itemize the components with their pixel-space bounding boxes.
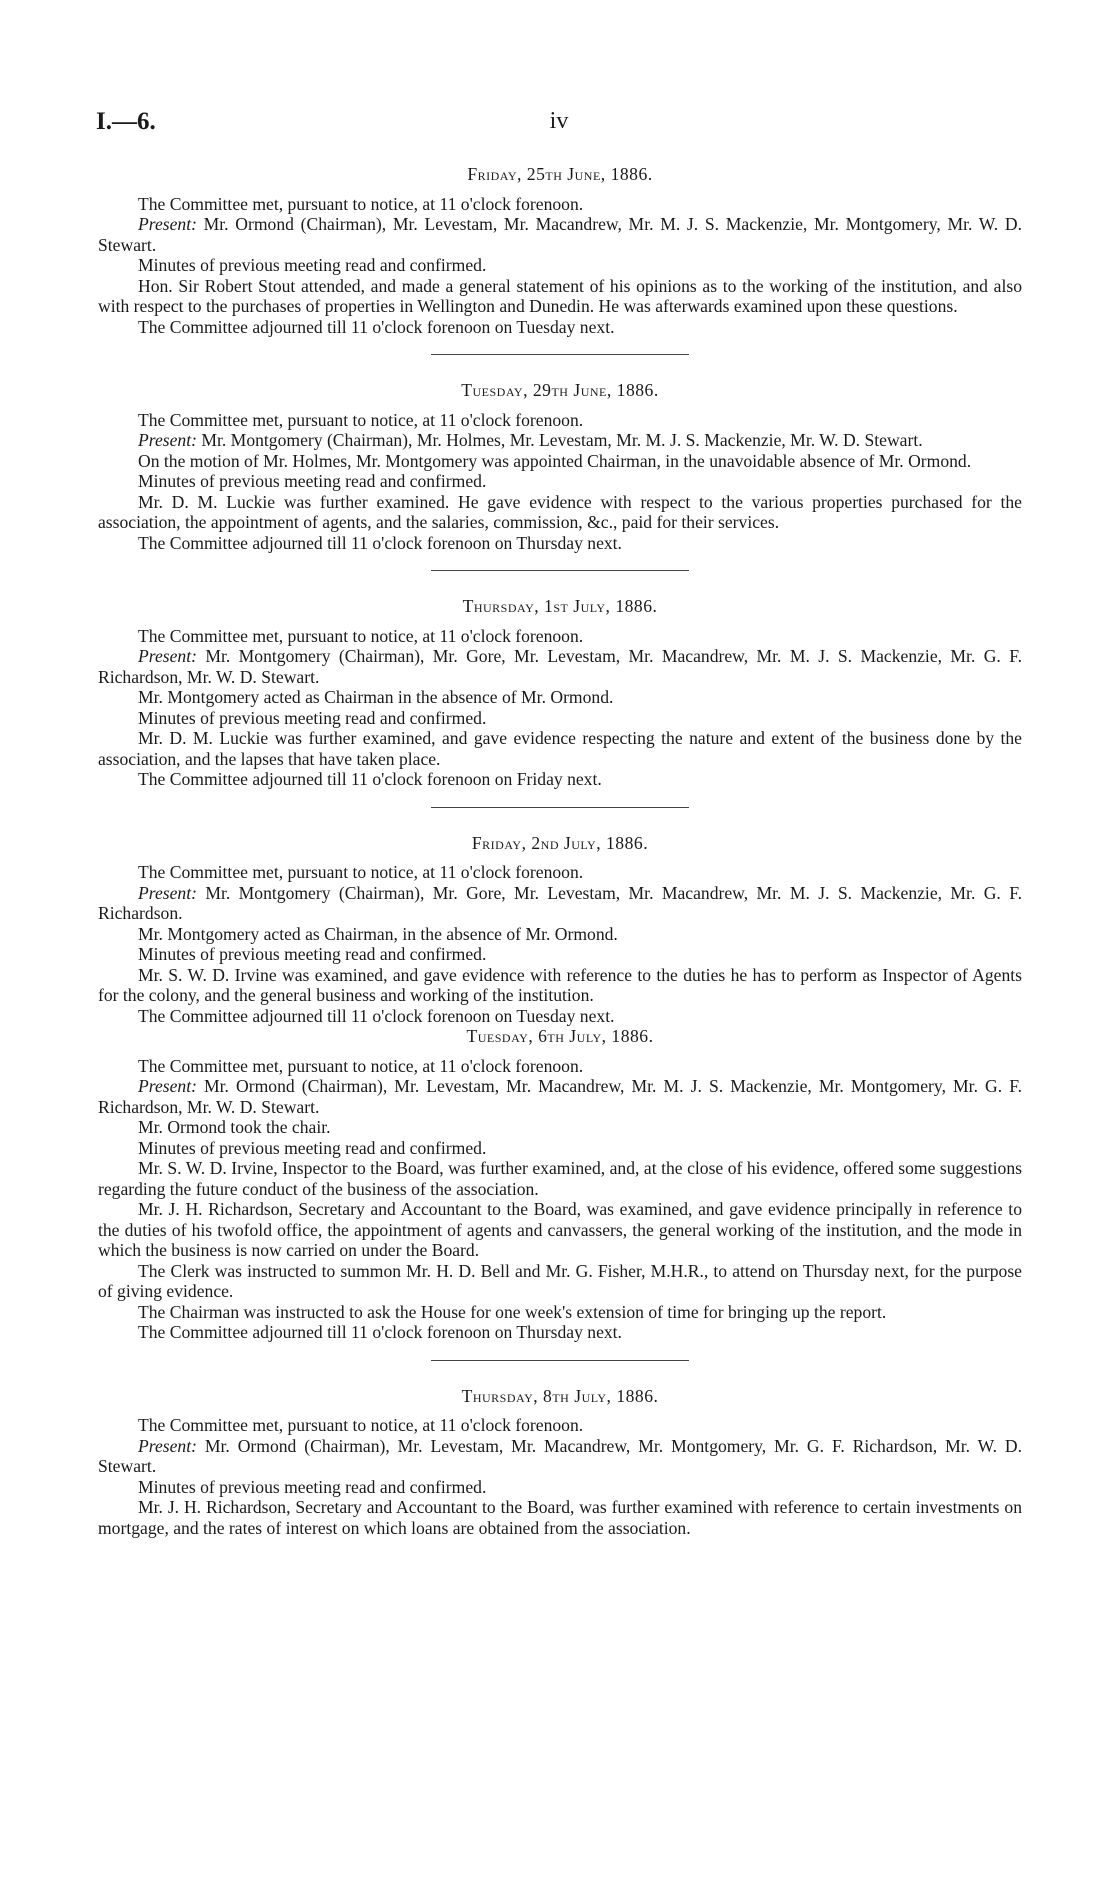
paragraph: The Committee met, pursuant to notice, at 11 o'clock forenoon. bbox=[138, 409, 584, 430]
meeting-date: Friday, 2nd July, 1886. bbox=[471, 832, 649, 853]
present-label: Present: bbox=[138, 882, 197, 903]
paper-number: I.—6. bbox=[96, 108, 156, 135]
paragraph: Mr. Montgomery acted as Chairman, in the absence of Mr. Ormond. bbox=[138, 923, 618, 944]
section-divider bbox=[431, 1360, 689, 1361]
paragraph: The Committee adjourned till 11 o'clock forenoon on Friday next. bbox=[138, 769, 602, 789]
paragraph: Minutes of previous meeting read and confirmed. bbox=[138, 707, 487, 728]
paragraph: Mr. J. H. Richardson, Secretary and Accountant to the Board, was examined, and gave evidence principally in reference to the duties of his twofold office, the appointment of agents and canvassers, the general working of the institution, and the mode in which the business is now carried on under the Board. bbox=[98, 1199, 1022, 1260]
section-divider bbox=[431, 570, 689, 571]
paragraph: The Committee met, pursuant to notice, at 11 o'clock forenoon. bbox=[138, 1415, 584, 1435]
present-paragraph bbox=[98, 1436, 1022, 1477]
paragraph: Mr. J. H. Richardson, Secretary and Accountant to the Board, was further examined with reference to certain investments on mortgage, and the rates of interest on which loans are obtained from the association. bbox=[98, 1497, 1022, 1538]
paragraph: The Committee met, pursuant to notice, at 11 o'clock forenoon. bbox=[138, 193, 584, 214]
present-label: Present: bbox=[138, 1076, 197, 1096]
paragraph: On the motion of Mr. Holmes, Mr. Montgomery was appointed Chairman, in the unavoidable absence of Mr. Ormond. bbox=[138, 450, 972, 471]
paragraph: The Chairman was instructed to ask the House for one week's extension of time for bringing up the report. bbox=[138, 1301, 887, 1322]
meeting-date: Thursday, 1st July, 1886. bbox=[462, 596, 658, 616]
paragraph: Mr. S. W. D. Irvine, Inspector to the Board, was further examined, and, at the close of his evidence, offered some suggestions regarding the future conduct of the business of the association. bbox=[98, 1158, 1022, 1199]
paragraph: Minutes of previous meeting read and confirmed. bbox=[138, 255, 487, 275]
section-divider bbox=[431, 354, 689, 355]
present-label: Present: bbox=[138, 214, 197, 234]
paragraph: Mr. D. M. Luckie was further examined, and gave evidence respecting the nature and extent of the business done by the association, and the lapses that have taken place. bbox=[98, 728, 1022, 769]
paragraph: The Committee met, pursuant to notice, at 11 o'clock forenoon. bbox=[138, 1055, 584, 1076]
paragraph: The Committee adjourned till 11 o'clock forenoon on Tuesday next. bbox=[138, 316, 615, 337]
section-divider bbox=[431, 807, 689, 808]
paragraph: Mr. D. M. Luckie was further examined. He gave evidence with respect to the various properties purchased for the association, the appointment of agents, and the salaries, commission, &c., paid for their services. bbox=[98, 491, 1022, 532]
present-label: Present: bbox=[138, 430, 197, 450]
present-paragraph bbox=[98, 883, 1022, 924]
paragraph: The Clerk was instructed to summon Mr. H. D. Bell and Mr. G. Fisher, M.H.R., to attend on Thursday next, for the purpose of giving evidence. bbox=[98, 1260, 1022, 1301]
paragraph: The Committee met, pursuant to notice, at 11 o'clock forenoon. bbox=[138, 862, 584, 882]
page-header bbox=[96, 108, 1022, 138]
present-label: Present: bbox=[138, 1435, 197, 1456]
paragraph: Minutes of previous meeting read and confirmed. bbox=[138, 944, 487, 964]
meeting-date: Friday, 25th June, 1886. bbox=[467, 164, 653, 184]
paragraph: Hon. Sir Robert Stout attended, and made a general statement of his opinions as to the working of the institution, and also with respect to the purchases of properties in Wellington and Dunedin. He was afterwards examined upon these questions. bbox=[98, 275, 1022, 316]
paragraph: The Committee adjourned till 11 o'clock forenoon on Thursday next. bbox=[138, 1322, 622, 1342]
paragraph: The Committee met, pursuant to notice, at 11 o'clock forenoon. bbox=[138, 625, 584, 646]
meeting-date: Thursday, 8th July, 1886. bbox=[461, 1385, 659, 1406]
present-members: Mr. Montgomery (Chairman), Mr. Holmes, Mr. Levestam, Mr. M. J. S. Mackenzie, Mr. W. D. Stewart. bbox=[196, 430, 923, 450]
present-members: Mr. Montgomery (Chairman), Mr. Gore, Mr. Levestam, Mr. Macandrew, Mr. M. J. S. Mackenzie, Mr. G. F. Richardson, Mr. W. D. Stewart. bbox=[98, 646, 1022, 687]
present-members: Mr. Montgomery (Chairman), Mr. Gore, Mr. Levestam, Mr. Macandrew, Mr. M. J. S. Mackenzie, Mr. G. F. Richardson. bbox=[98, 882, 1022, 923]
minutes-body bbox=[98, 164, 1022, 1538]
present-members: Mr. Ormond (Chairman), Mr. Levestam, Mr. Macandrew, Mr. M. J. S. Mackenzie, Mr. Montgomery, Mr. W. D. Stewart. bbox=[98, 214, 1022, 255]
present-label: Present: bbox=[138, 646, 197, 666]
present-members: Mr. Ormond (Chairman), Mr. Levestam, Mr. Macandrew, Mr. Montgomery, Mr. G. F. Richardson, Mr. W. D. Stewart. bbox=[98, 1435, 1022, 1476]
paragraph: Minutes of previous meeting read and confirmed. bbox=[138, 1137, 487, 1158]
present-paragraph bbox=[98, 214, 1022, 255]
paragraph: The Committee adjourned till 11 o'clock forenoon on Thursday next. bbox=[138, 532, 622, 553]
paragraph: The Committee adjourned till 11 o'clock forenoon on Tuesday next. bbox=[138, 1005, 615, 1026]
paragraph: Mr. Ormond took the chair. bbox=[138, 1117, 331, 1137]
present-members: Mr. Ormond (Chairman), Mr. Levestam, Mr. Macandrew, Mr. M. J. S. Mackenzie, Mr. Montgomery, Mr. G. F. Richardson, Mr. W. D. Stewart. bbox=[98, 1076, 1022, 1117]
paragraph: Minutes of previous meeting read and confirmed. bbox=[138, 471, 487, 491]
paragraph: Mr. Montgomery acted as Chairman in the absence of Mr. Ormond. bbox=[138, 687, 614, 707]
present-paragraph bbox=[98, 1076, 1022, 1117]
page-number: iv bbox=[549, 108, 569, 134]
present-paragraph bbox=[98, 646, 1022, 687]
paragraph: Mr. S. W. D. Irvine was examined, and gave evidence with reference to the duties he has to perform as Inspector of Agents for the colony, and the general business and working of the institution. bbox=[98, 964, 1022, 1005]
paragraph: Minutes of previous meeting read and confirmed. bbox=[138, 1476, 487, 1497]
meeting-date: Tuesday, 6th July, 1886. bbox=[466, 1026, 654, 1046]
meeting-date: Tuesday, 29th June, 1886. bbox=[461, 380, 659, 400]
present-paragraph bbox=[98, 430, 1022, 451]
